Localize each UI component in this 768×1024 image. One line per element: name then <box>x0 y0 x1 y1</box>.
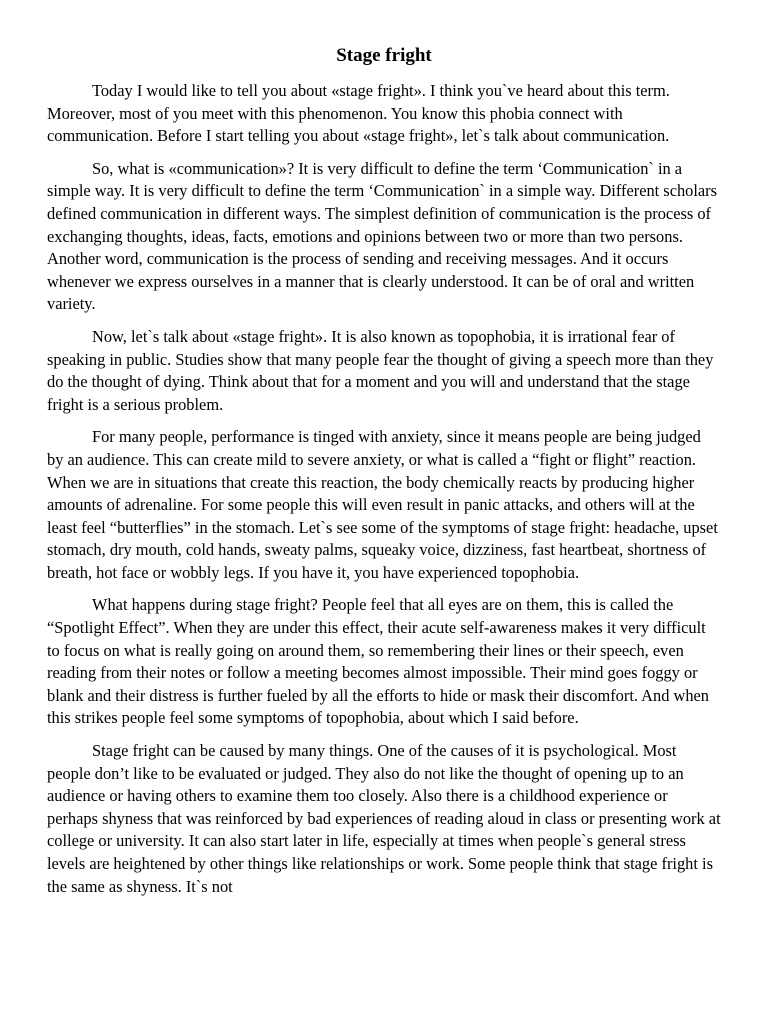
paragraph-spotlight-effect: What happens during stage fright? People feel that all eyes are on them, this is called the “Spotlight Effect”. When they are under this effect, their acute self-awareness makes it very difficult to focus on what is really going on around them, so remembering their lines or their speech, even reading from their notes or follow a meeting becomes almost impossible. Their mind goes foggy or blank and their distress is further fueled by all the efforts to hide or mask their discomfort. And when this strikes people feel some symptoms of topophobia, about which I said before. <box>47 595 709 728</box>
document-body <box>47 80 721 908</box>
paragraph-topophobia: Now, let`s talk about «stage fright». It is also known as topophobia, it is irrational fear of speaking in public. Studies show that many people fear the thought of giving a speech more than they do the thought of dying. Think about that for a moment and you will and understand that the stage fright is a serious problem. <box>47 326 714 414</box>
paragraph-anxiety-symptoms: For many people, performance is tinged with anxiety, since it means people are being judged by an audience. This can create mild to severe anxiety, or what is called a “fight or flight” reaction. When we are in situations that create this reaction, the body chemically reacts by producing higher amounts of adrenaline. For some people this will even result in panic attacks, and others will at the least feel “butterflies” in the stomach. Let`s see some of the symptoms of stage fright: headache, upset stomach, dry mouth, cold hands, sweaty palms, squeaky voice, dizziness, fast heartbeat, shortness of breath, hot face or wobbly legs. If you have it, you have experienced topophobia. <box>47 427 718 582</box>
document-title: Stage fright <box>336 45 432 66</box>
paragraph-intro: Today I would like to tell you about «stage fright». I think you`ve heard about this term. Moreover, most of you meet with this phenomenon. You know this phobia connect with communication. Before I start telling you about «stage fright», let`s talk about communication. <box>47 81 670 146</box>
paragraph-causes: Stage fright can be caused by many things. One of the causes of it is psychological. Most people don’t like to be evaluated or judged. They also do not like the thought of opening up to an audience or having others to examine them too closely. Also there is a childhood experience or perhaps shyness that was reinforced by bad experiences of reading aloud in class or presenting work at college or university. It can also start later in life, especially at times when people`s general stress levels are heightened by other things like relationships or work. Some people think that stage fright is the same as shyness. It`s not <box>47 741 721 896</box>
paragraph-communication: So, what is «communication»? It is very difficult to define the term ‘Communication` in a simple way. It is very difficult to define the term ‘Communication` in a simple way. Different scholars defined communication in different ways. The simplest definition of communication is the process of exchanging thoughts, ideas, facts, emotions and opinions between two or more than two persons. Another word, communication is the process of sending and receiving messages. And it occurs whenever we express ourselves in a manner that is clearly understood. It can be of oral and written variety. <box>47 158 718 314</box>
